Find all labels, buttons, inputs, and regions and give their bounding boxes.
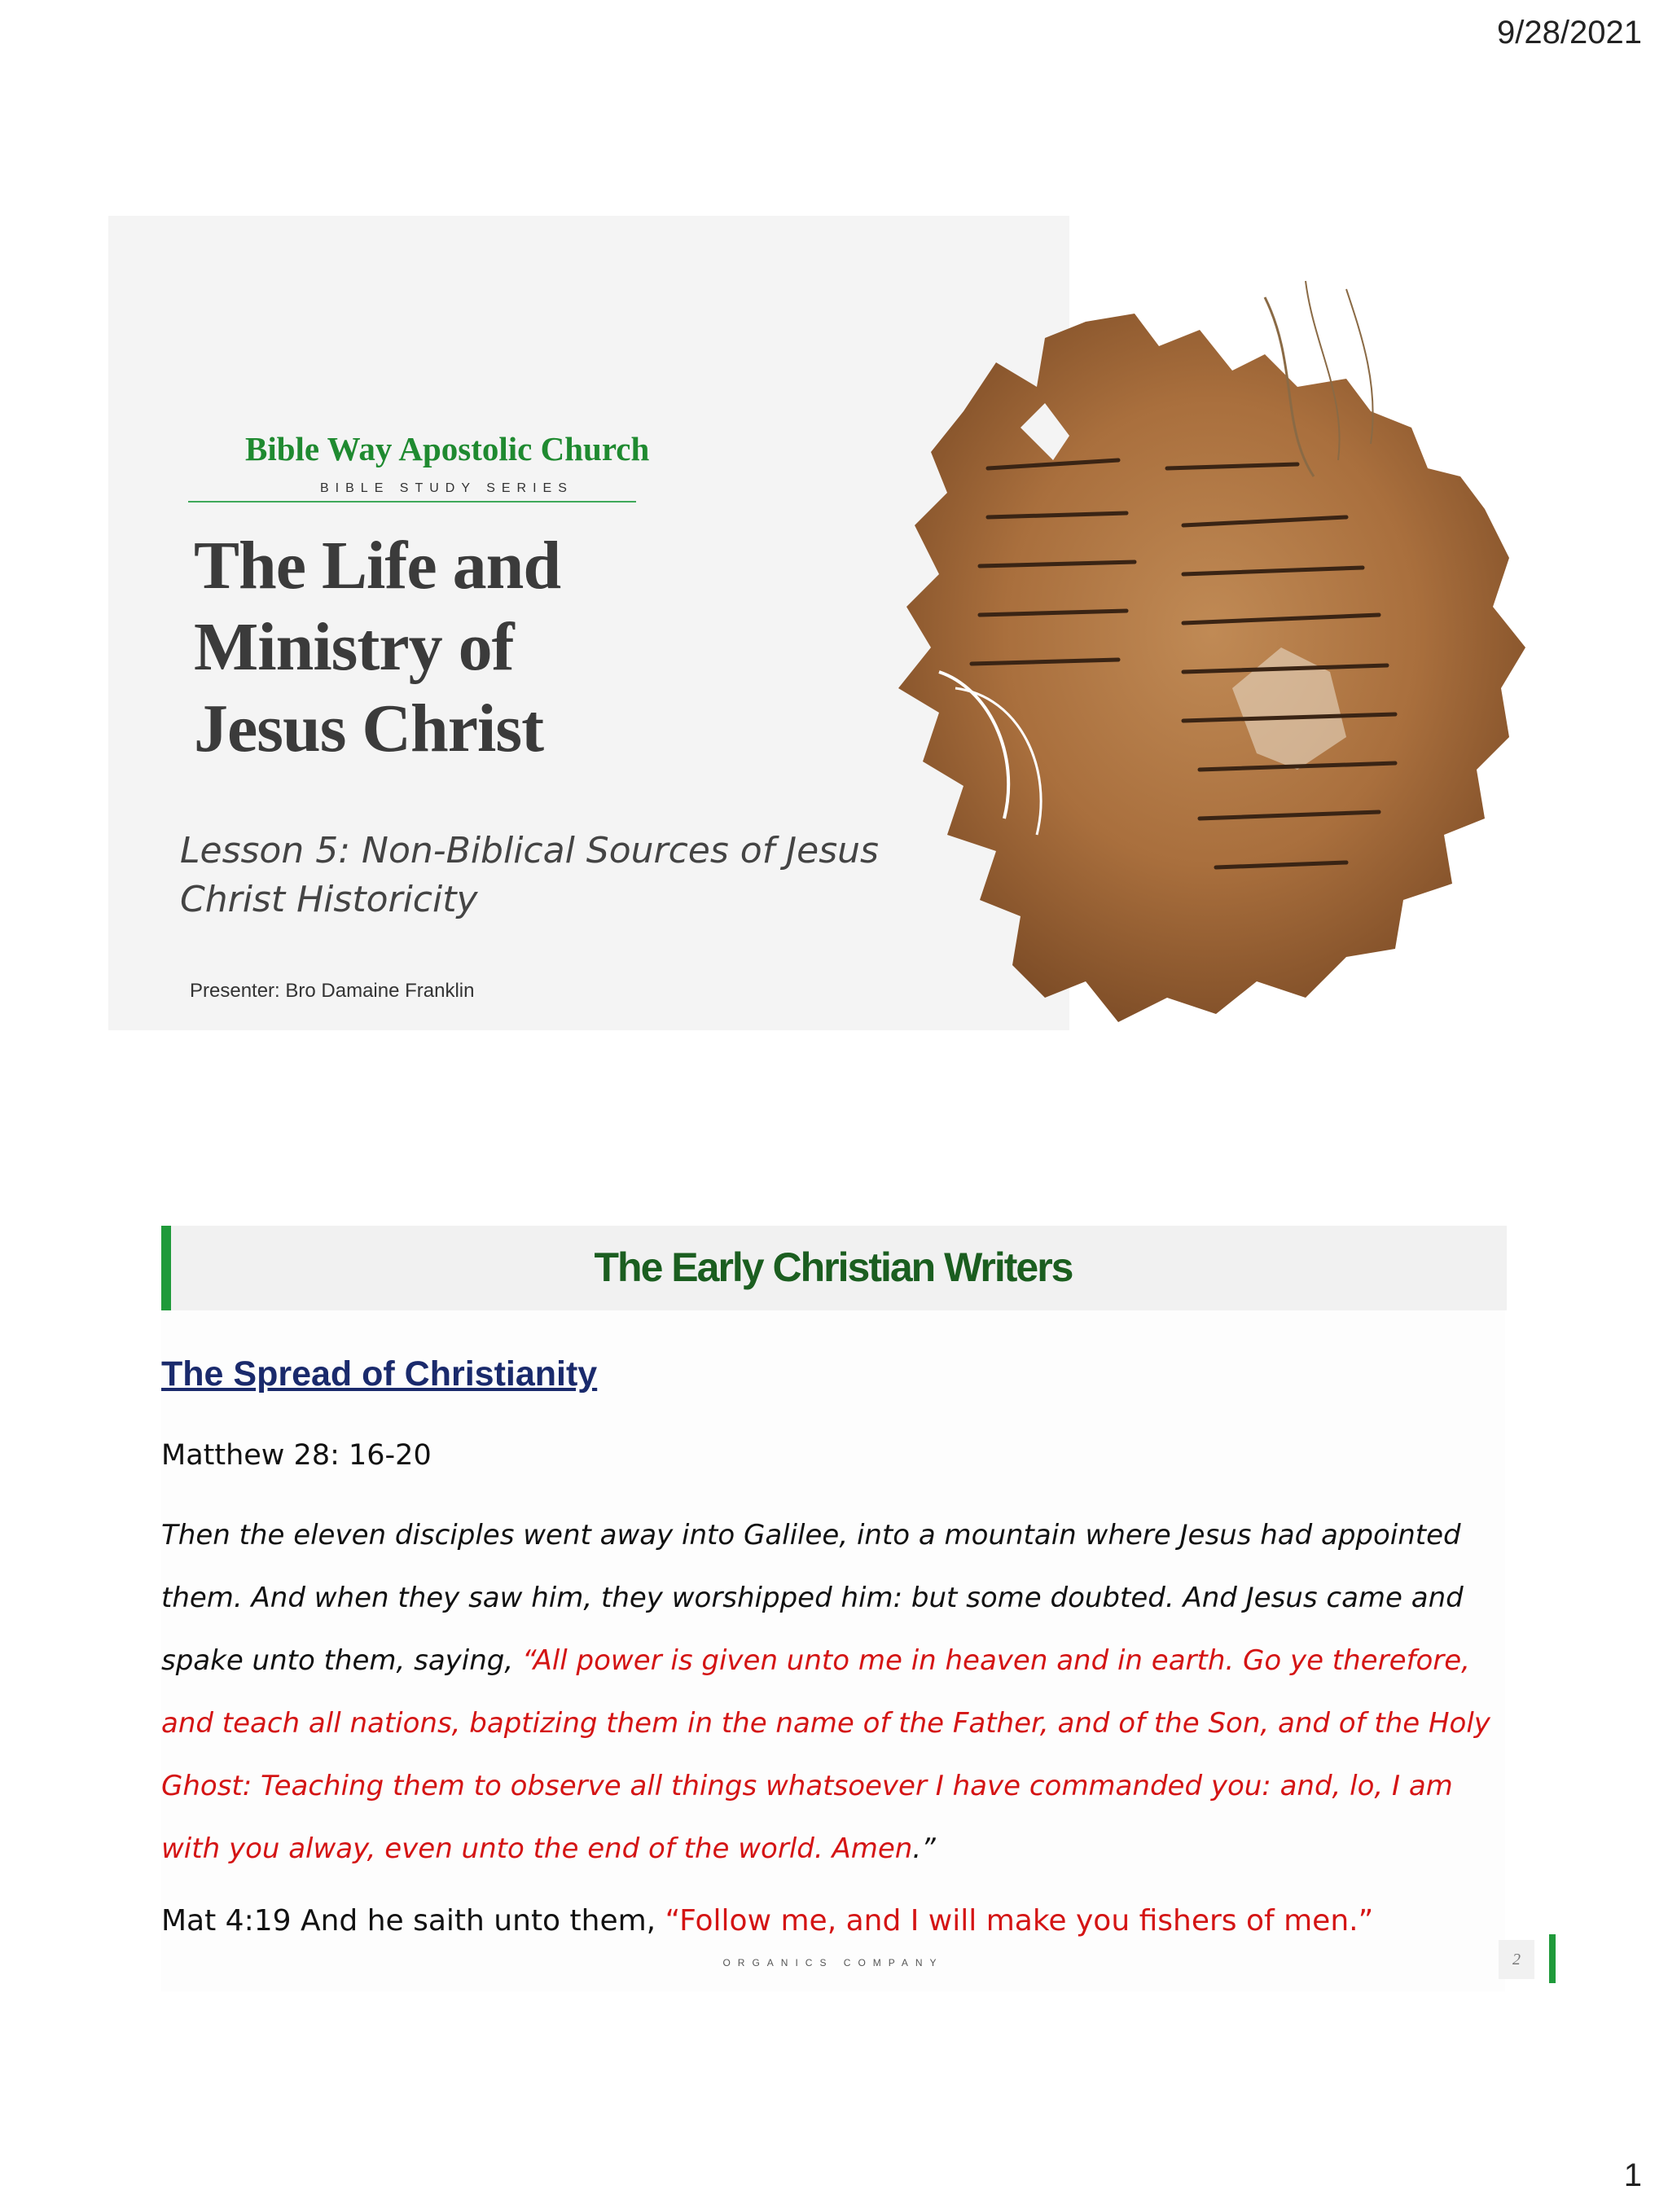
slide-heading: The Early Christian Writers	[594, 1244, 1073, 1290]
lesson-line: Lesson 5: Non-Biblical Sources of Jesus	[180, 830, 879, 871]
title-line: Jesus Christ	[194, 691, 544, 766]
content-slide	[161, 1226, 1521, 1991]
verse-words-of-jesus: “All power is given unto me in heaven and in earth. Go ye therefore, and teach all nations, baptizing them in the name of the Father, and of the Son, and of the Holy Ghost: Teaching them to observe all things whatsoever I have commanded you: and, lo, I am with you alway, even unto the end of the world. Amen	[161, 1644, 1490, 1865]
slide-title	[194, 525, 683, 770]
scripture-reference: Matthew 28: 16-20	[161, 1439, 432, 1472]
title-line: The Life and	[194, 528, 561, 603]
second-scripture	[161, 1904, 1432, 1938]
verse-closing: .”	[912, 1832, 936, 1865]
scripture-passage	[161, 1504, 1513, 1881]
section-subheading: The Spread of Christianity	[161, 1354, 598, 1393]
title-line: Ministry of	[194, 609, 514, 685]
lesson-subtitle	[180, 827, 954, 924]
mat-words-of-jesus: “Follow me, and I will make you fishers of men.”	[665, 1904, 1374, 1938]
slide-number-accent	[1549, 1934, 1556, 1983]
verse-narration: Then the eleven disciples went away into Galilee, into a mountain where Jesus had appointed them. And when they saw him, they worshipped him: but some doubted. And Jesus came and spake unto them, saying,	[161, 1519, 1464, 1677]
papyrus-shape	[898, 281, 1525, 1022]
papyrus-fragment-image	[776, 265, 1631, 1047]
presenter-credit: Presenter: Bro Damaine Franklin	[190, 980, 475, 1002]
divider-line	[188, 501, 636, 503]
title-slide	[108, 216, 1069, 1030]
slide-number: 2	[1499, 1940, 1534, 1979]
page-number: 1	[1623, 2157, 1642, 2193]
mat-narration: Mat 4:19 And he saith unto them,	[161, 1904, 665, 1938]
lesson-line: Christ Historicity	[180, 879, 478, 920]
church-name: Bible Way Apostolic Church	[245, 430, 650, 467]
series-label: BIBLE STUDY SERIES	[320, 481, 573, 495]
slide-footer: ORGANICS COMPANY	[722, 1957, 944, 1968]
print-date: 9/28/2021	[1497, 15, 1642, 50]
